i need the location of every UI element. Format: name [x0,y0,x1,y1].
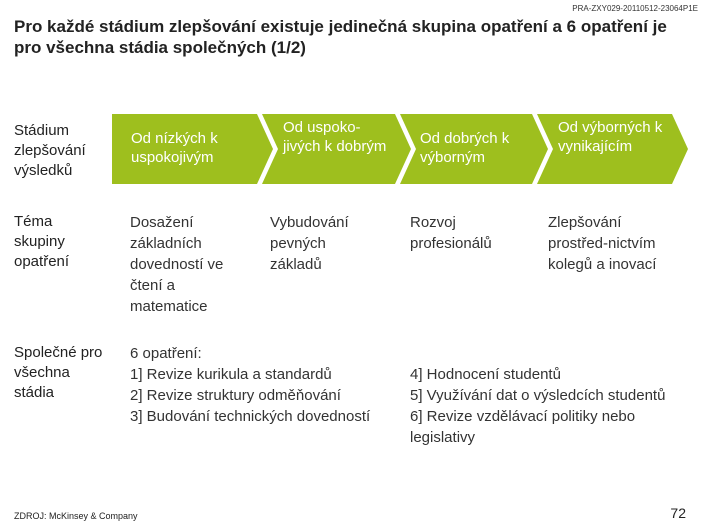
common-measures-heading: 6 opatření: [130,345,202,362]
stage-3-label: Od dobrých k výborným [420,130,510,166]
page-number: 72 [670,505,686,521]
common-measure-item: 6] Revize vzdělávací politiky nebo legislativy [410,408,636,446]
theme-cell-4: Zlepšování prostřed-nictvím kolegů a inovací [548,214,657,273]
row-label-common: Společné pro všechna stádia [14,344,103,401]
theme-cell-2: Vybudování pevných základů [270,214,349,273]
common-measure-item: 5] Využívání dat o výsledcích studentů [410,387,666,404]
stage-2-label: Od uspoko-jivých k dobrým [283,119,387,155]
row-label-stage: Stádium zlepšování výsledků [14,122,86,179]
common-measures-right [410,364,700,448]
page-title: Pro každé stádium zlepšování existuje jedinečná skupina opatření a 6 opatření je pro všechna stádia společných (1/2) [14,17,667,57]
common-measures-left [130,343,400,427]
common-measure-item: 3] Budování technických dovedností [130,408,371,425]
stage-4-label: Od výborných k vynikajícím [558,119,663,155]
row-label-theme: Téma skupiny opatření [14,213,70,270]
stage-1-label: Od nízkých k uspokojivým [131,130,218,166]
common-measure-item: 1] Revize kurikula a standardů [130,366,332,383]
theme-cell-3: Rozvoj profesionálů [410,214,492,252]
source-note: ZDROJ: McKinsey & Company [14,511,138,521]
common-measure-item: 2] Revize struktury odměňování [130,387,341,404]
theme-cell-1: Dosažení základních dovedností ve čtení a matematice [130,214,224,315]
document-id: PRA-ZXY029-20110512-23064P1E [572,4,698,13]
common-measure-item: 4] Hodnocení studentů [410,366,561,383]
